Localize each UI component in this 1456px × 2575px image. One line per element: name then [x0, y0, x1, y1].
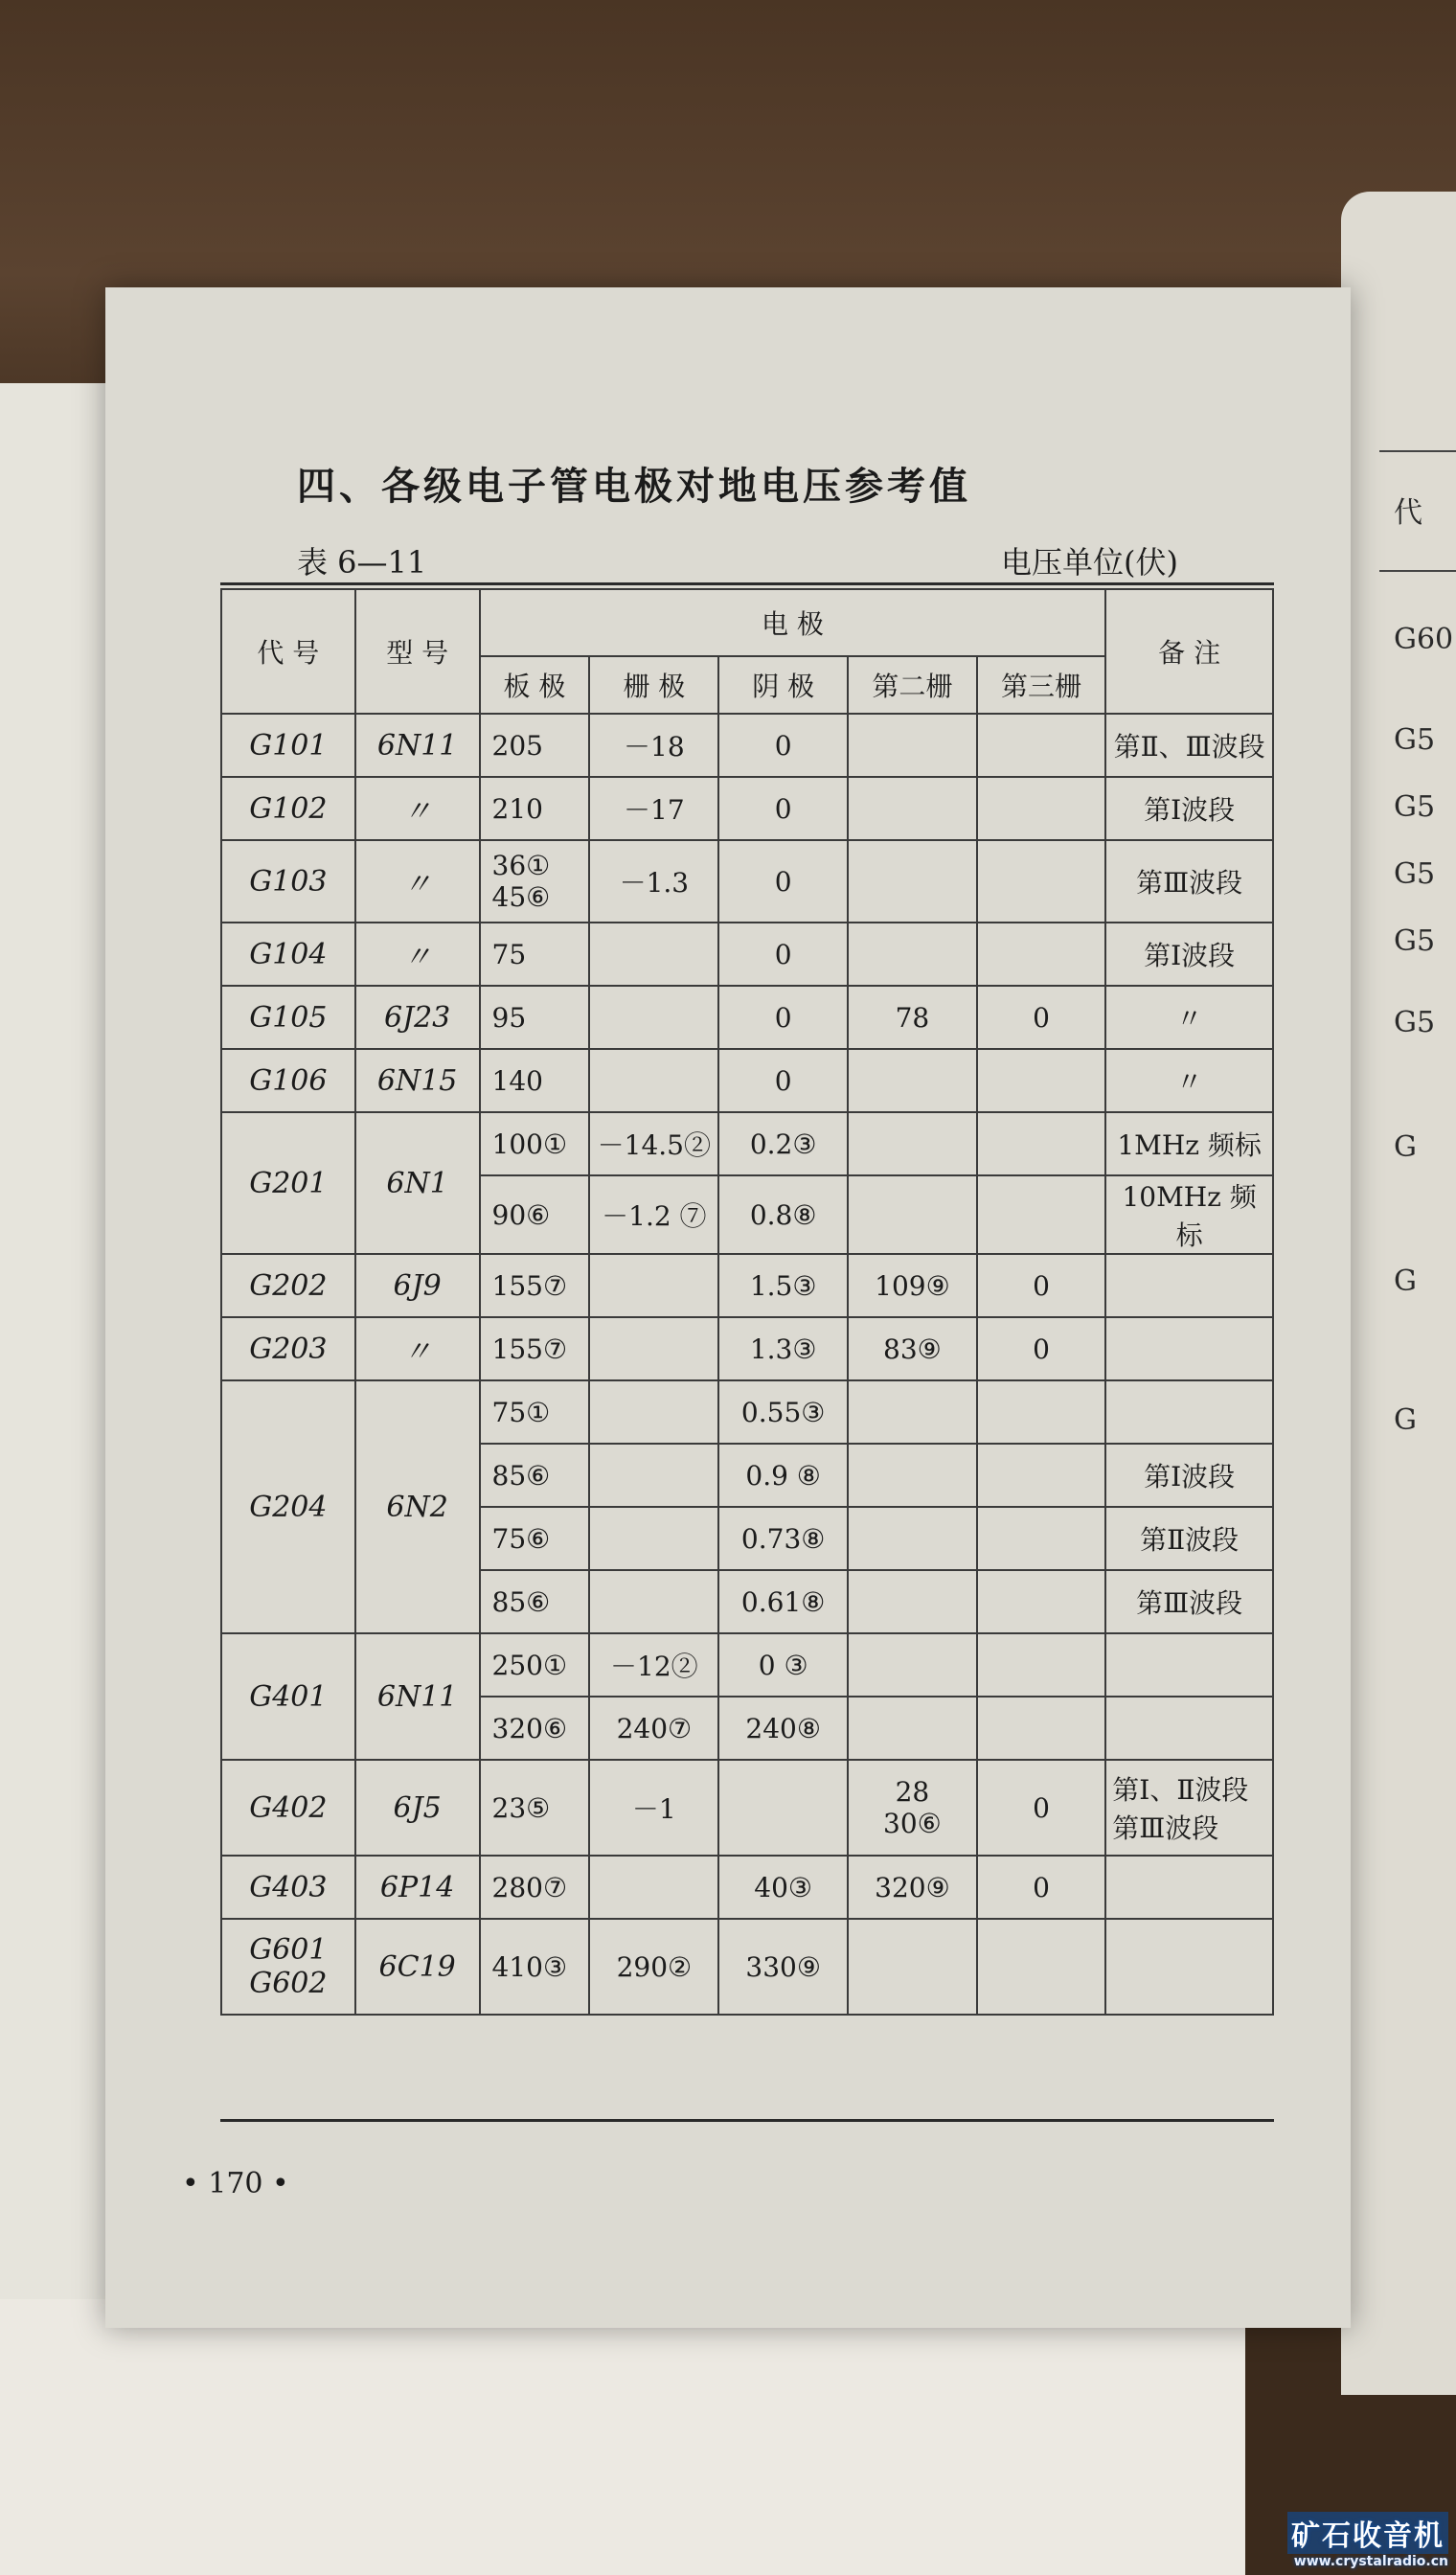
cell-grid3: 0 — [977, 1760, 1105, 1856]
cell-cathode: 40③ — [718, 1856, 848, 1919]
cell-cathode: 0 — [718, 1049, 848, 1112]
cell-anode: 90⑥ — [480, 1175, 590, 1254]
table-row — [221, 1760, 1273, 1856]
header-grid: 栅 极 — [589, 656, 718, 714]
header-cathode: 阴 极 — [718, 656, 848, 714]
cell-code: G204 — [221, 1380, 355, 1633]
cell-code: G106 — [221, 1049, 355, 1112]
cell-anode: 85⑥ — [480, 1570, 590, 1633]
cell-grid2 — [848, 840, 977, 923]
cell-cathode: 0 — [718, 986, 848, 1049]
cell-grid — [589, 1317, 718, 1380]
cell-anode: 95 — [480, 986, 590, 1049]
cell-code: G403 — [221, 1856, 355, 1919]
cell-note: 第Ⅰ波段 — [1105, 1444, 1273, 1507]
cell-grid2 — [848, 1633, 977, 1697]
cell-note — [1105, 1633, 1273, 1697]
header-type: 型 号 — [355, 589, 480, 714]
adjacent-page-fragment: 代 — [1394, 496, 1422, 530]
cell-note: 第Ⅰ波段 — [1105, 777, 1273, 840]
cell-type: 〃 — [355, 840, 480, 923]
cell-grid3: 0 — [977, 1856, 1105, 1919]
cell-grid2 — [848, 1697, 977, 1760]
table-row — [221, 1633, 1273, 1697]
cell-grid3 — [977, 1444, 1105, 1507]
book-page — [105, 287, 1351, 2328]
cell-grid3 — [977, 714, 1105, 777]
cell-note — [1105, 1254, 1273, 1317]
cell-grid2 — [848, 1444, 977, 1507]
cell-grid2 — [848, 1175, 977, 1254]
cell-anode: 23⑤ — [480, 1760, 590, 1856]
cell-anode: 100① — [480, 1112, 590, 1175]
cell-type: 6P14 — [355, 1856, 480, 1919]
cell-grid3 — [977, 840, 1105, 923]
adjacent-page-rule — [1379, 450, 1456, 452]
cell-grid2 — [848, 1507, 977, 1570]
table-row — [221, 777, 1273, 840]
bottom-rule — [220, 2119, 1274, 2122]
adjacent-page-fragment: G — [1394, 1130, 1417, 1164]
cell-grid3 — [977, 1175, 1105, 1254]
cell-grid — [589, 1444, 718, 1507]
cell-grid: －14.5② — [589, 1112, 718, 1175]
adjacent-page-fragment: G5 — [1394, 857, 1436, 891]
cell-grid2 — [848, 714, 977, 777]
cell-note: 10MHz 频标 — [1105, 1175, 1273, 1254]
cell-code: G202 — [221, 1254, 355, 1317]
header-note: 备 注 — [1105, 589, 1273, 714]
adjacent-page-fragment: G5 — [1394, 790, 1436, 824]
cell-cathode: 0.8⑧ — [718, 1175, 848, 1254]
table-row — [221, 1049, 1273, 1112]
table-row — [221, 714, 1273, 777]
cell-cathode: 0 — [718, 714, 848, 777]
cell-code: G401 — [221, 1633, 355, 1760]
cell-anode: 280⑦ — [480, 1856, 590, 1919]
adjacent-page-fragment: G5 — [1394, 924, 1436, 958]
cell-grid3 — [977, 1112, 1105, 1175]
cell-anode: 75⑥ — [480, 1507, 590, 1570]
cell-note — [1105, 1380, 1273, 1444]
cell-grid3: 0 — [977, 1317, 1105, 1380]
cell-grid2 — [848, 1919, 977, 2015]
cell-anode: 75① — [480, 1380, 590, 1444]
cell-grid2: 109⑨ — [848, 1254, 977, 1317]
cell-grid: －1.2 ⑦ — [589, 1175, 718, 1254]
cell-cathode: 1.3③ — [718, 1317, 848, 1380]
unit-label: 电压单位(伏) — [1001, 544, 1178, 581]
cell-cathode: 0.2③ — [718, 1112, 848, 1175]
cell-grid2: 28 30⑥ — [848, 1760, 977, 1856]
cell-grid3 — [977, 1697, 1105, 1760]
cell-code: G402 — [221, 1760, 355, 1856]
cell-cathode: 0 — [718, 777, 848, 840]
page-title: 四、各级电子管电极对地电压参考值 — [297, 464, 971, 509]
cell-type: 〃 — [355, 923, 480, 986]
cell-type: 6N1 — [355, 1112, 480, 1254]
cell-type: 6N11 — [355, 714, 480, 777]
table-row — [221, 1380, 1273, 1444]
table-row — [221, 840, 1273, 923]
cell-anode: 205 — [480, 714, 590, 777]
cell-type: 6N15 — [355, 1049, 480, 1112]
cell-cathode: 0 — [718, 923, 848, 986]
cell-note — [1105, 1919, 1273, 2015]
cell-cathode: 0.55③ — [718, 1380, 848, 1444]
cell-type: 6J9 — [355, 1254, 480, 1317]
cell-anode: 410③ — [480, 1919, 590, 2015]
cell-grid: －17 — [589, 777, 718, 840]
site-watermark — [1287, 2512, 1448, 2569]
cell-cathode: 0.73⑧ — [718, 1507, 848, 1570]
cell-grid3 — [977, 1919, 1105, 2015]
cell-code: G103 — [221, 840, 355, 923]
cell-code: G601 G602 — [221, 1919, 355, 2015]
watermark-logo-text: 矿石收音机 — [1287, 2512, 1448, 2554]
cell-grid: －18 — [589, 714, 718, 777]
cell-grid — [589, 1856, 718, 1919]
cell-code: G101 — [221, 714, 355, 777]
cell-cathode: 0.61⑧ — [718, 1570, 848, 1633]
adjacent-page-fragment: G5 — [1394, 1006, 1436, 1039]
cell-grid2: 83⑨ — [848, 1317, 977, 1380]
header-grid2: 第二栅 — [848, 656, 977, 714]
cell-grid: －1 — [589, 1760, 718, 1856]
cell-cathode: 0 — [718, 840, 848, 923]
cell-type: 6N2 — [355, 1380, 480, 1633]
page-number: • 170 • — [182, 2167, 289, 2200]
cell-code: G104 — [221, 923, 355, 986]
cell-note: 第Ⅱ波段 — [1105, 1507, 1273, 1570]
cell-grid — [589, 1254, 718, 1317]
cell-anode: 320⑥ — [480, 1697, 590, 1760]
cell-note: 第Ⅰ、Ⅱ波段 第Ⅲ波段 — [1105, 1760, 1273, 1856]
header-grid3: 第三栅 — [977, 656, 1105, 714]
adjacent-page-rule — [1379, 570, 1456, 572]
header-electrode: 电 极 — [480, 589, 1106, 656]
cell-grid — [589, 1380, 718, 1444]
cell-anode: 155⑦ — [480, 1254, 590, 1317]
adjacent-page-fragment: G5 — [1394, 723, 1436, 757]
table-row — [221, 1919, 1273, 2015]
cell-grid — [589, 1570, 718, 1633]
cell-grid3: 0 — [977, 986, 1105, 1049]
cell-note: 〃 — [1105, 986, 1273, 1049]
cell-anode: 36① 45⑥ — [480, 840, 590, 923]
cell-cathode: 1.5③ — [718, 1254, 848, 1317]
bottom-sheet — [0, 2299, 1245, 2575]
cell-note: 〃 — [1105, 1049, 1273, 1112]
cell-type: 6J5 — [355, 1760, 480, 1856]
cell-grid3 — [977, 777, 1105, 840]
cell-type: 6C19 — [355, 1919, 480, 2015]
cell-note — [1105, 1317, 1273, 1380]
cell-grid3 — [977, 1049, 1105, 1112]
cell-anode: 155⑦ — [480, 1317, 590, 1380]
cell-anode: 250① — [480, 1633, 590, 1697]
cell-anode: 140 — [480, 1049, 590, 1112]
cell-grid2 — [848, 1112, 977, 1175]
cell-anode: 75 — [480, 923, 590, 986]
header-code: 代 号 — [221, 589, 355, 714]
cell-code: G201 — [221, 1112, 355, 1254]
cell-grid2 — [848, 923, 977, 986]
top-rule — [220, 582, 1274, 585]
cell-grid2 — [848, 1570, 977, 1633]
cell-note: 第Ⅱ、Ⅲ波段 — [1105, 714, 1273, 777]
cell-grid: －12② — [589, 1633, 718, 1697]
cell-code: G105 — [221, 986, 355, 1049]
cell-grid2: 320⑨ — [848, 1856, 977, 1919]
cell-type: 6N11 — [355, 1633, 480, 1760]
cell-grid: 290② — [589, 1919, 718, 2015]
cell-code: G203 — [221, 1317, 355, 1380]
cell-grid: 240⑦ — [589, 1697, 718, 1760]
cell-cathode — [718, 1760, 848, 1856]
cell-cathode: 240⑧ — [718, 1697, 848, 1760]
cell-type: 〃 — [355, 1317, 480, 1380]
cell-grid: －1.3 — [589, 840, 718, 923]
cell-cathode: 0.9 ⑧ — [718, 1444, 848, 1507]
cell-grid2 — [848, 1380, 977, 1444]
cell-grid3 — [977, 1380, 1105, 1444]
cell-anode: 85⑥ — [480, 1444, 590, 1507]
cell-grid — [589, 1507, 718, 1570]
cell-grid — [589, 1049, 718, 1112]
table-row — [221, 1856, 1273, 1919]
cell-grid3 — [977, 1570, 1105, 1633]
table-row — [221, 986, 1273, 1049]
cell-grid3 — [977, 923, 1105, 986]
adjacent-page-fragment: G — [1394, 1265, 1417, 1298]
voltage-table — [220, 588, 1274, 2016]
cell-grid — [589, 986, 718, 1049]
cell-grid — [589, 923, 718, 986]
cell-note: 第Ⅰ波段 — [1105, 923, 1273, 986]
table-number: 表 6—11 — [297, 544, 427, 581]
table-row — [221, 1317, 1273, 1380]
cell-cathode: 330⑨ — [718, 1919, 848, 2015]
cell-grid3 — [977, 1507, 1105, 1570]
adjacent-page-fragment: G — [1394, 1403, 1417, 1437]
cell-grid3: 0 — [977, 1254, 1105, 1317]
cell-anode: 210 — [480, 777, 590, 840]
adjacent-page-fragment: G60 — [1394, 623, 1454, 656]
header-anode: 板 极 — [480, 656, 590, 714]
cell-type: 6J23 — [355, 986, 480, 1049]
table-row — [221, 923, 1273, 986]
cell-grid2: 78 — [848, 986, 977, 1049]
cell-note: 1MHz 频标 — [1105, 1112, 1273, 1175]
cell-grid2 — [848, 1049, 977, 1112]
cell-grid2 — [848, 777, 977, 840]
cell-grid3 — [977, 1633, 1105, 1697]
cell-note — [1105, 1697, 1273, 1760]
cell-code: G102 — [221, 777, 355, 840]
cell-note — [1105, 1856, 1273, 1919]
watermark-url: www.crystalradio.cn — [1293, 2554, 1448, 2569]
cell-type: 〃 — [355, 777, 480, 840]
table-row — [221, 1254, 1273, 1317]
cell-note: 第Ⅲ波段 — [1105, 840, 1273, 923]
table-row — [221, 1112, 1273, 1175]
cell-note: 第Ⅲ波段 — [1105, 1570, 1273, 1633]
cell-cathode: 0 ③ — [718, 1633, 848, 1697]
